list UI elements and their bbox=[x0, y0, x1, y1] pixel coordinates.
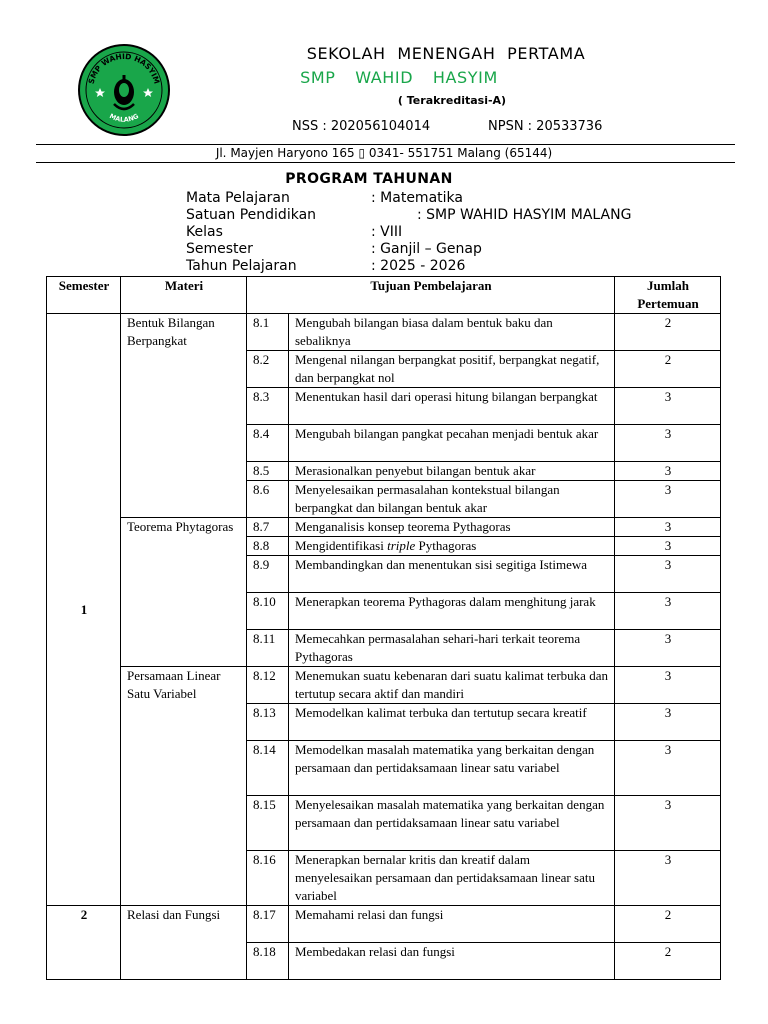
tp-text: Menerapkan bernalar kritis dan kreatif dalam menyelesaikan persamaan dan pertidaksamaan linear satu variabel bbox=[289, 851, 615, 906]
table-header-row bbox=[47, 277, 721, 314]
tp-text-italic: triple bbox=[387, 538, 416, 553]
annual-program-table bbox=[46, 276, 721, 980]
document-title: PROGRAM TAHUNAN bbox=[285, 171, 453, 187]
jp-value: 3 bbox=[615, 851, 721, 906]
tp-text: Menyelesaikan masalah matematika yang berkaitan dengan persamaan dan pertidaksamaan linear satu variabel bbox=[289, 796, 615, 851]
tp-number: 8.6 bbox=[247, 481, 289, 518]
jp-value: 3 bbox=[615, 741, 721, 796]
tp-number: 8.15 bbox=[247, 796, 289, 851]
materi-cell: Relasi dan Fungsi bbox=[121, 906, 247, 980]
meta-value: : VIII bbox=[371, 224, 403, 240]
meta-value: : Matematika bbox=[371, 190, 463, 206]
school-address: Jl. Mayjen Haryono 165 ▯ 0341- 551751 Malang (65144) bbox=[215, 146, 553, 160]
table-row bbox=[47, 518, 721, 537]
jp-value: 2 bbox=[615, 906, 721, 943]
materi-cell: Bentuk Bilangan Berpangkat bbox=[121, 314, 247, 518]
table-row bbox=[47, 906, 721, 943]
table-row bbox=[47, 667, 721, 704]
tp-text: Memahami relasi dan fungsi bbox=[289, 906, 615, 943]
tp-number: 8.16 bbox=[247, 851, 289, 906]
semester-cell: 2 bbox=[47, 906, 121, 980]
tp-text: Mengubah bilangan biasa dalam bentuk baku dan sebaliknya bbox=[289, 314, 615, 351]
tp-text: Merasionalkan penyebut bilangan bentuk akar bbox=[289, 462, 615, 481]
meta-label: Kelas bbox=[186, 224, 223, 240]
tp-number: 8.8 bbox=[247, 537, 289, 556]
tp-number: 8.12 bbox=[247, 667, 289, 704]
tp-text: Memodelkan kalimat terbuka dan tertutup secara kreatif bbox=[289, 704, 615, 741]
meta-label: Tahun Pelajaran bbox=[186, 258, 297, 274]
semester-cell: 1 bbox=[47, 314, 121, 906]
logo-bottom-text: MALANG bbox=[108, 112, 140, 124]
logo-top-text: SMP WAHID HASYIM bbox=[86, 51, 162, 85]
tp-text: Menentukan hasil dari operasi hitung bilangan berpangkat bbox=[289, 388, 615, 425]
jp-value: 3 bbox=[615, 556, 721, 593]
jp-value: 3 bbox=[615, 537, 721, 556]
tp-text: Menganalisis konsep teorema Pythagoras bbox=[289, 518, 615, 537]
tp-number: 8.14 bbox=[247, 741, 289, 796]
jp-value: 2 bbox=[615, 314, 721, 351]
jp-value: 2 bbox=[615, 351, 721, 388]
table-row bbox=[47, 314, 721, 351]
tp-text: Menyelesaikan permasalahan kontekstual bilangan berpangkat dan bilangan bentuk akar bbox=[289, 481, 615, 518]
tp-number: 8.2 bbox=[247, 351, 289, 388]
materi-cell: Persamaan Linear Satu Variabel bbox=[121, 667, 247, 906]
jp-value: 3 bbox=[615, 667, 721, 704]
school-name: SMP WAHID HASYIM bbox=[300, 68, 498, 87]
jp-value: 3 bbox=[615, 796, 721, 851]
jp-value: 3 bbox=[615, 630, 721, 667]
tp-text: Memecahkan permasalahan sehari-hari terkait teorema Pythagoras bbox=[289, 630, 615, 667]
header-tujuan: Tujuan Pembelajaran bbox=[247, 277, 615, 314]
header-jumlah bbox=[615, 277, 721, 314]
tp-number: 8.13 bbox=[247, 704, 289, 741]
tp-text-part: Pythagoras bbox=[415, 538, 477, 553]
jp-value: 3 bbox=[615, 593, 721, 630]
meta-label: Mata Pelajaran bbox=[186, 190, 290, 206]
tp-number: 8.10 bbox=[247, 593, 289, 630]
tp-number: 8.3 bbox=[247, 388, 289, 425]
tp-number: 8.9 bbox=[247, 556, 289, 593]
tp-text: Membedakan relasi dan fungsi bbox=[289, 943, 615, 980]
meta-value: : 2025 - 2026 bbox=[371, 258, 466, 274]
tp-text: Mengubah bilangan pangkat pecahan menjadi bentuk akar bbox=[289, 425, 615, 462]
tp-text: Membandingkan dan menentukan sisi segitiga Istimewa bbox=[289, 556, 615, 593]
meta-label: Satuan Pendidikan bbox=[186, 207, 317, 223]
tp-number: 8.17 bbox=[247, 906, 289, 943]
header-semester: Semester bbox=[47, 277, 121, 314]
jp-value: 3 bbox=[615, 704, 721, 741]
header-rule-top bbox=[36, 144, 735, 145]
meta-value: : Ganjil – Genap bbox=[371, 241, 482, 257]
tp-number: 8.11 bbox=[247, 630, 289, 667]
tp-number: 8.7 bbox=[247, 518, 289, 537]
tp-text: Memodelkan masalah matematika yang berkaitan dengan persamaan dan pertidaksamaan linear satu variabel bbox=[289, 741, 615, 796]
tp-text: Mengenal nilangan berpangkat positif, berpangkat negatif, dan berpangkat nol bbox=[289, 351, 615, 388]
tp-text bbox=[289, 537, 615, 556]
tp-number: 8.1 bbox=[247, 314, 289, 351]
header-rule-bottom bbox=[36, 162, 735, 163]
tp-number: 8.5 bbox=[247, 462, 289, 481]
tp-text: Menerapkan teorema Pythagoras dalam menghitung jarak bbox=[289, 593, 615, 630]
jp-value: 3 bbox=[615, 481, 721, 518]
jp-value: 3 bbox=[615, 518, 721, 537]
jp-value: 3 bbox=[615, 388, 721, 425]
jp-value: 3 bbox=[615, 462, 721, 481]
jp-value: 2 bbox=[615, 943, 721, 980]
meta-value: : SMP WAHID HASYIM MALANG bbox=[417, 207, 632, 223]
tp-text: Menemukan suatu kebenaran dari suatu kalimat terbuka dan tertutup secara aktif dan mandiri bbox=[289, 667, 615, 704]
materi-cell: Teorema Phytagoras bbox=[121, 518, 247, 667]
header-jumlah-line1: Jumlah bbox=[647, 278, 689, 293]
meta-label: Semester bbox=[186, 241, 253, 257]
tp-text-part: Mengidentifikasi bbox=[295, 538, 388, 553]
npsn-number: NPSN : 20533736 bbox=[488, 119, 603, 134]
jp-value: 3 bbox=[615, 425, 721, 462]
school-type: SEKOLAH MENENGAH PERTAMA bbox=[306, 44, 586, 63]
nss-number: NSS : 202056104014 bbox=[292, 119, 431, 134]
tp-number: 8.18 bbox=[247, 943, 289, 980]
accreditation-label: ( Terakreditasi-A) bbox=[397, 94, 507, 107]
tp-number: 8.4 bbox=[247, 425, 289, 462]
header-jumlah-line2: Pertemuan bbox=[637, 296, 699, 311]
header-materi: Materi bbox=[121, 277, 247, 314]
